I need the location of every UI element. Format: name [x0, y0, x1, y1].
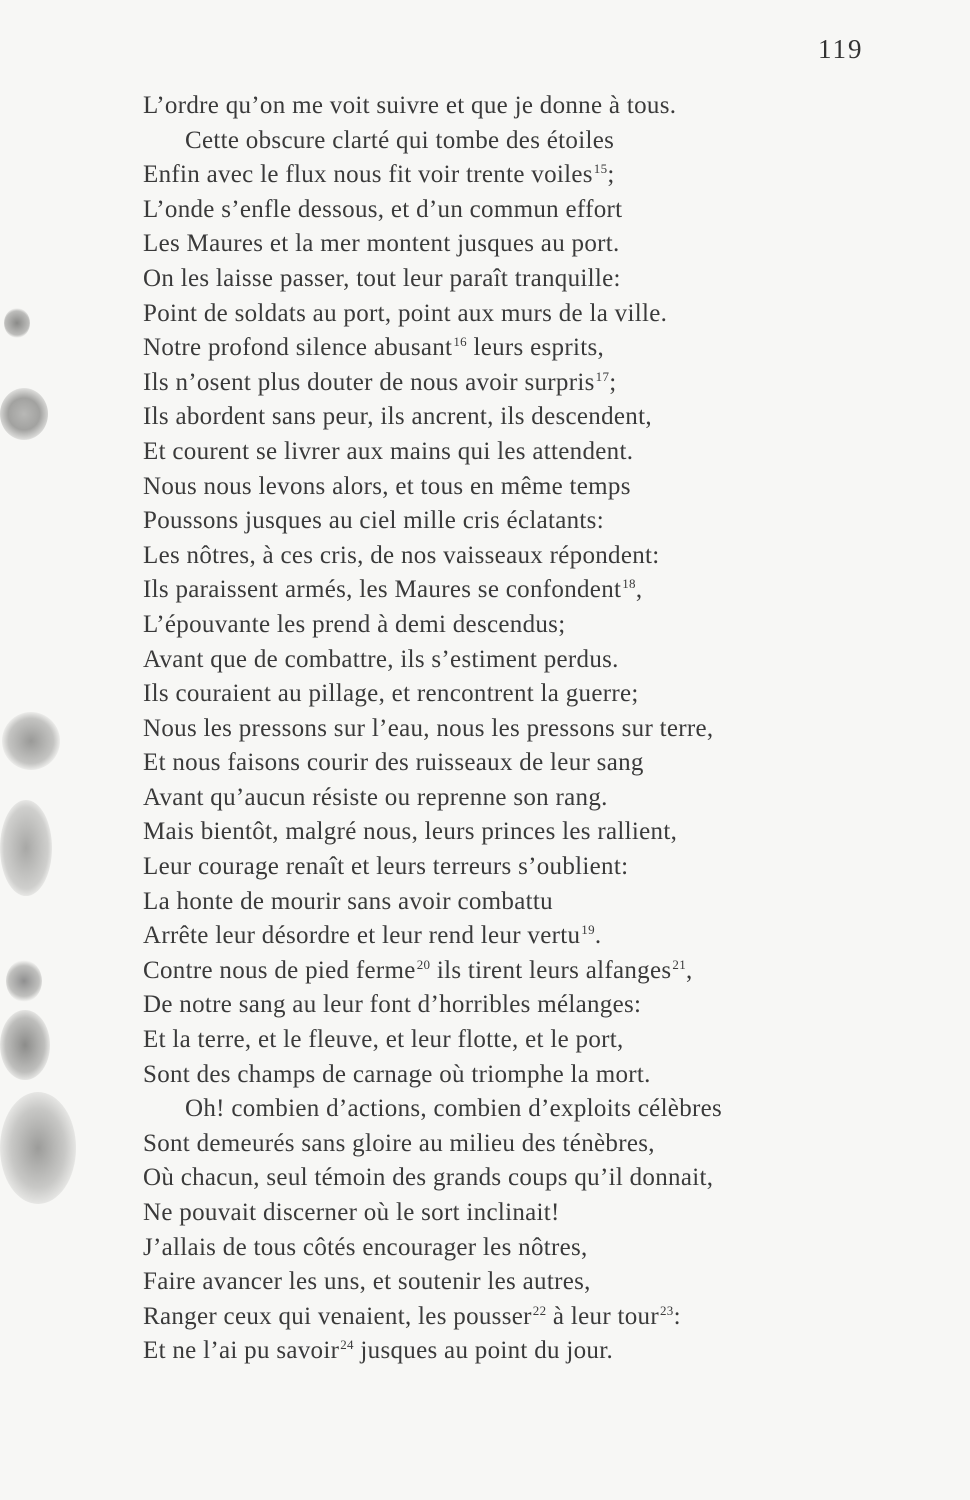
footnote-marker: 15 — [593, 161, 608, 177]
verse-text: Et courent se livrer aux mains qui les attendent. — [143, 437, 634, 465]
verse-line — [143, 262, 903, 297]
verse-text: Enfin avec le flux nous fit voir trente voiles — [143, 161, 593, 189]
verse-line — [143, 608, 903, 643]
page-number: 119 — [818, 34, 864, 64]
verse-line — [143, 712, 903, 747]
verse-text: Et ne l’ai pu savoir — [143, 1337, 340, 1365]
page-stain — [0, 1092, 76, 1204]
verse-text: J’allais de tous côtés encourager les nôtres, — [143, 1233, 588, 1261]
verse-text: Ils paraissent armés, les Maures se confondent — [143, 576, 622, 604]
verse-text: Faire avancer les uns, et soutenir les autres, — [143, 1268, 591, 1296]
footnote-marker: 17 — [595, 368, 610, 384]
verse-text: Ranger ceux qui venaient, les pousser — [143, 1302, 532, 1330]
verse-text: Et nous faisons courir des ruisseaux de leur sang — [143, 749, 644, 777]
verse-text: La honte de mourir sans avoir combattu — [143, 887, 553, 915]
verse-line — [143, 1265, 903, 1300]
verse-line — [143, 89, 903, 124]
verse-text: L’épouvante les prend à demi descendus; — [143, 610, 566, 638]
verse-text: jusques au point du jour. — [353, 1337, 614, 1365]
verse-line — [143, 781, 903, 816]
verse-text: Cette obscure clarté qui tombe des étoiles — [185, 126, 615, 154]
verse-text: , — [635, 576, 643, 604]
verse-line — [143, 539, 903, 574]
verse-line — [143, 366, 903, 401]
page-stain — [0, 1010, 50, 1080]
verse-text: ; — [609, 368, 617, 396]
verse-text: Avant qu’aucun résiste ou reprenne son rang. — [143, 783, 608, 811]
verse-line — [143, 1092, 903, 1127]
verse-text: Ne pouvait discerner où le sort inclinait! — [143, 1199, 560, 1226]
footnote-marker: 21 — [672, 956, 686, 972]
verse-line — [143, 331, 903, 366]
verse-line — [143, 1196, 903, 1231]
footnote-marker: 18 — [622, 576, 636, 592]
verse-line — [143, 158, 903, 193]
verse-line — [143, 573, 903, 608]
verse-text: Leur courage renaît et leurs terreurs s’oublient: — [143, 853, 629, 881]
verse-text: Notre profond silence abusant — [143, 334, 453, 362]
verse-text: Ils abordent sans peur, ils ancrent, ils descendent, — [143, 403, 652, 431]
verse-line — [143, 193, 903, 228]
verse-line — [143, 400, 903, 435]
page-stain — [0, 388, 48, 440]
verse-line — [143, 954, 903, 989]
verse-line — [143, 885, 903, 920]
verse-text: Nous les pressons sur l’eau, nous les pressons sur terre, — [143, 714, 714, 742]
footnote-marker: 19 — [581, 922, 595, 938]
verse-text: ils tirent leurs alfanges — [430, 956, 672, 984]
verse-text: L’ordre qu’on me voit suivre et que je donne à tous. — [143, 92, 677, 119]
page-stain — [2, 712, 60, 770]
verse-text: , — [686, 956, 693, 984]
verse-text: Avant que de combattre, ils s’estiment perdus. — [143, 645, 619, 673]
footnote-marker: 20 — [416, 956, 431, 972]
verse-line — [143, 1023, 903, 1058]
verse-text: Sont demeurés sans gloire au milieu des ténèbres, — [143, 1129, 655, 1157]
verse-text: ; — [607, 161, 615, 189]
footnote-marker: 24 — [340, 1337, 354, 1353]
verse-line — [143, 297, 903, 332]
verse-text: Les nôtres, à ces cris, de nos vaisseaux répondent: — [143, 541, 660, 569]
page-stain — [6, 960, 42, 1002]
verse-text: Ils couraient au pillage, et rencontrent la guerre; — [143, 680, 639, 708]
verse-text: Arrête leur désordre et leur rend leur vertu — [143, 922, 581, 950]
verse-line — [143, 677, 903, 712]
verse-text: . — [594, 922, 602, 950]
verse-text: leurs esprits, — [466, 334, 605, 362]
verse-line — [143, 470, 903, 505]
verse-text: Poussons jusques au ciel mille cris éclatants: — [143, 507, 604, 535]
verse-line — [143, 988, 903, 1023]
verse-line — [143, 815, 903, 850]
verse-text: Mais bientôt, malgré nous, leurs princes les rallient, — [143, 818, 678, 846]
verse-text: On les laisse passer, tout leur paraît tranquille: — [143, 264, 621, 292]
footnote-marker: 22 — [532, 1302, 547, 1318]
footnote-marker: 23 — [659, 1302, 674, 1318]
verse-text: à leur tour — [546, 1302, 659, 1330]
verse-line — [143, 1334, 903, 1369]
page-stain — [0, 800, 52, 896]
verse-line — [143, 1231, 903, 1266]
verse-line — [143, 850, 903, 885]
verse-text: Contre nous de pied ferme — [143, 956, 416, 984]
verse-line — [143, 919, 903, 954]
verse-text: Sont des champs de carnage où triomphe la mort. — [143, 1060, 651, 1088]
poem-text — [143, 89, 903, 1369]
verse-text: : — [673, 1302, 681, 1330]
footnote-marker: 16 — [453, 334, 467, 350]
verse-text: Nous nous levons alors, et tous en même temps — [143, 472, 631, 500]
verse-text: Où chacun, seul témoin des grands coups qu’il donnait, — [143, 1164, 714, 1192]
verse-line — [143, 643, 903, 678]
verse-text: L’onde s’enfle dessous, et d’un commun effort — [143, 195, 623, 223]
verse-text: De notre sang au leur font d’horribles mélanges: — [143, 991, 642, 1019]
verse-text: Oh! combien d’actions, combien d’exploits célèbres — [185, 1095, 723, 1123]
verse-line — [143, 746, 903, 781]
verse-line — [143, 1127, 903, 1162]
verse-line — [143, 1300, 903, 1335]
verse-line — [143, 1058, 903, 1093]
verse-line — [143, 435, 903, 470]
verse-text: Les Maures et la mer montent jusques au port. — [143, 230, 620, 258]
verse-line — [143, 504, 903, 539]
verse-text: Ils n’osent plus douter de nous avoir surpris — [143, 368, 595, 396]
verse-line — [143, 124, 903, 159]
verse-line — [143, 1161, 903, 1196]
page-stain — [4, 308, 30, 338]
verse-line — [143, 227, 903, 262]
verse-text: Point de soldats au port, point aux murs de la ville. — [143, 299, 668, 327]
verse-text: Et la terre, et le fleuve, et leur flotte, et le port, — [143, 1026, 624, 1054]
